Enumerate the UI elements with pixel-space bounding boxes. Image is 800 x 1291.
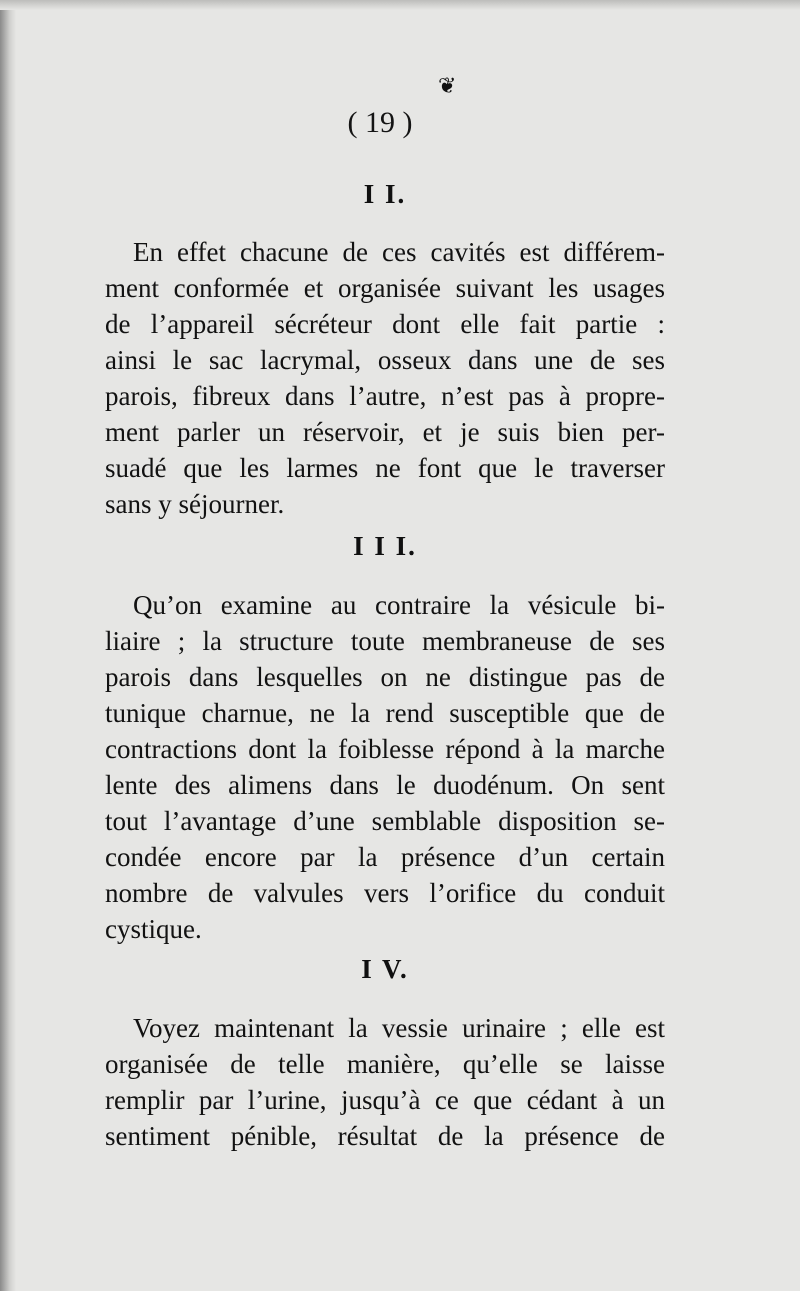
text-line: contractions dont la foiblesse répond à la marche [105, 734, 665, 764]
top-edge-shadow [0, 0, 800, 10]
text-line: nombre de valvules vers l’orifice du conduit [105, 878, 665, 908]
text-line: organisée de telle manière, qu’elle se laisse [105, 1049, 665, 1079]
ink-blot-icon: ❦ [438, 74, 457, 99]
text-line: parois, fibreux dans l’autre, n’est pas à propre- [105, 381, 665, 411]
gutter-shadow [0, 0, 16, 1291]
text-line: sans y séjourner. [105, 489, 285, 519]
text-line: tunique charnue, ne la rend susceptible que de [105, 698, 665, 728]
text-line: suadé que les larmes ne font que le traverser [105, 453, 665, 483]
text-line: En effet chacune de ces cavités est différem- [133, 237, 665, 267]
text-line: remplir par l’urine, jusqu’à ce que cédant à un [105, 1085, 665, 1115]
text-line: parois dans lesquelles on ne distingue pas de [105, 662, 665, 692]
text-line: ment parler un réservoir, et je suis bien per- [105, 417, 665, 447]
page-number: ( 19 ) [347, 106, 413, 139]
text-line: liaire ; la structure toute membraneuse de ses [105, 626, 665, 656]
text-line: lente des alimens dans le duodénum. On sent [105, 770, 665, 800]
text-line: condée encore par la présence d’un certain [105, 842, 665, 872]
text-line: ment conformée et organisée suivant les usages [105, 273, 665, 303]
section-heading-4: I V. [361, 954, 409, 984]
section-heading-3: I I I. [353, 531, 417, 561]
section-heading-2: I I. [363, 179, 407, 209]
text-line: de l’appareil sécréteur dont elle fait partie : [105, 309, 665, 339]
text-line: ainsi le sac lacrymal, osseux dans une de ses [105, 345, 665, 375]
text-line: cystique. [105, 914, 202, 944]
text-line: Voyez maintenant la vessie urinaire ; elle est [133, 1013, 665, 1043]
text-line: tout l’avantage d’une semblable disposition se- [105, 806, 665, 836]
text-line: Qu’on examine au contraire la vésicule bi- [133, 590, 665, 620]
text-line: sentiment pénible, résultat de la présence de [105, 1121, 665, 1151]
